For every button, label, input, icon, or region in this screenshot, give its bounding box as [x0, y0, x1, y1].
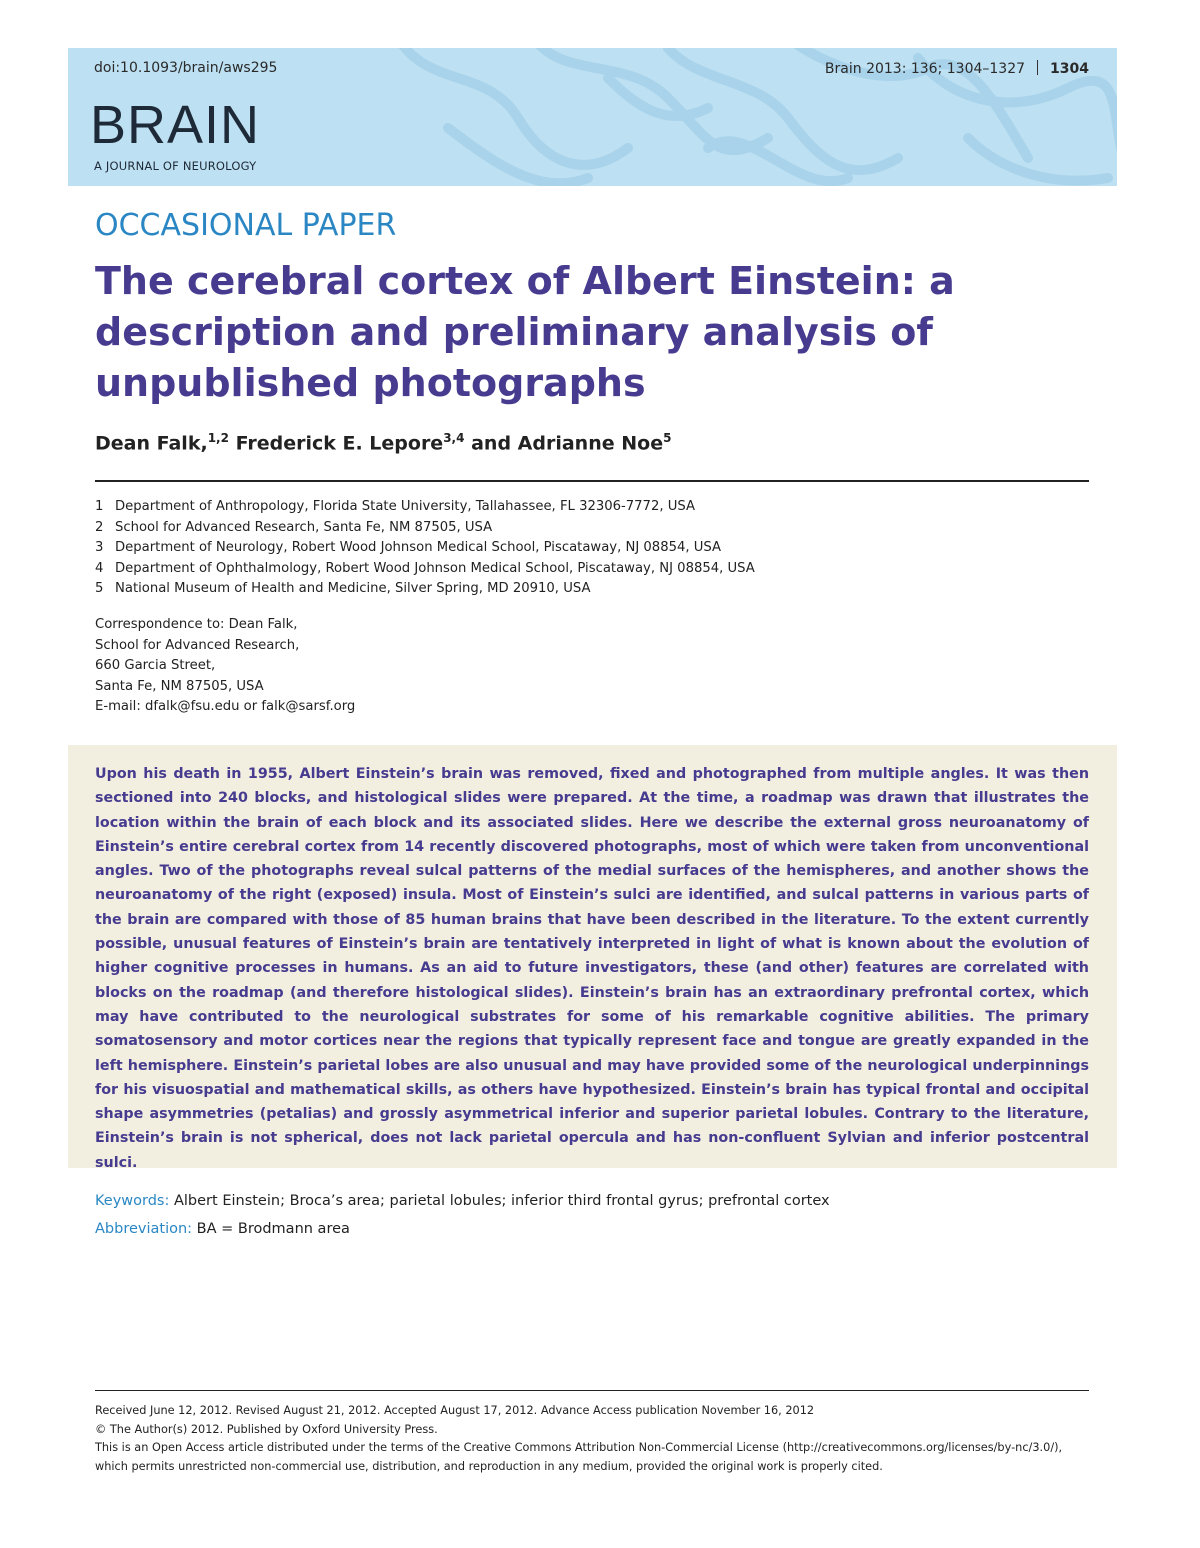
- affiliation-number: 4: [95, 560, 104, 576]
- section-label: OCCASIONAL PAPER: [95, 208, 397, 243]
- author-conjunction: and: [471, 432, 512, 455]
- abbreviation-label: Abbreviation:: [95, 1221, 193, 1237]
- correspondence-line: Santa Fe, NM 87505, USA: [95, 678, 264, 694]
- correspondence-line: School for Advanced Research,: [95, 637, 300, 653]
- keywords-label: Keywords:: [95, 1193, 170, 1209]
- affiliation-list: [95, 499, 755, 602]
- page-number: 1304: [1050, 61, 1089, 77]
- header-divider: [95, 480, 1089, 482]
- doi[interactable]: doi:10.1093/brain/aws295: [94, 60, 278, 76]
- affiliation-text: Department of Anthropology, Florida State University, Tallahassee, FL 32306-7772, USA: [115, 499, 696, 514]
- abstract-box: [68, 745, 1117, 1171]
- footer-license[interactable]: This is an Open Access article distributed under the terms of the Creative Commons Attribution Non-Commercial License (http://creativecommons.org/licenses/by-nc/3.0/),: [95, 1441, 1063, 1454]
- citation-text: Brain 2013: 136; 1304–1327: [824, 61, 1026, 77]
- author-affiliation-marker: 5: [663, 431, 672, 445]
- correspondence-email[interactable]: E-mail: dfalk@fsu.edu or falk@sarsf.org: [95, 699, 356, 715]
- footer-license-terms: which permits unrestricted non-commercial use, distribution, and reproduction in any medium, provided the original work is properly cited.: [95, 1459, 883, 1473]
- author-affiliation-marker: 1,2: [207, 431, 229, 445]
- affiliation-text: Department of Ophthalmology, Robert Wood Johnson Medical School, Piscataway, NJ 08854, USA: [115, 560, 755, 576]
- footer: [95, 1402, 1095, 1476]
- citation-divider: [1037, 60, 1038, 75]
- citation: [825, 60, 1089, 77]
- affiliation-number: 1: [95, 499, 104, 514]
- affiliation-number: 5: [95, 581, 104, 597]
- affiliation-item: [95, 581, 755, 602]
- correspondence-line: Correspondence to: Dean Falk,: [95, 617, 298, 632]
- correspondence-block: [95, 615, 355, 718]
- abstract-text: Upon his death in 1955, Albert Einstein’s brain was removed, fixed and photographed from multiple angles. It was then sectioned into 240 blocks, and histological slides were prepared. At the time, a roadmap was drawn that illustrates the location within the brain of each block and its associated slides. Here we describe the external gross neuroanatomy of Einstein’s entire cerebral cortex from 14 recently discovered photographs, most of which were taken from unconventional angles. Two of the photographs reveal sulcal patterns of the medial surfaces of the hemispheres, and another shows the neuroanatomy of the right (exposed) insula. Most of Einstein’s sulci are identified, and sulcal patterns in various parts of the brain are compared with those of 85 human brains that have been described in the literature. To the extent currently possible, unusual features of Einstein’s brain are tentatively interpreted in light of what is known about the evolution of higher cognitive processes in humans. As an aid to future investigators, these (and other) features are correlated with blocks on the roadmap (and therefore histological slides). Einstein’s brain has an extraordinary prefrontal cortex, which may have contributed to the neurological substrates for some of his remarkable cognitive abilities. The primary somatosensory and motor cortices near the regions that typically represent face and tongue are greatly expanded in the left hemisphere. Einstein’s parietal lobes are also unusual and may have provided some of the neurological underpinnings for his visuospatial and mathematical skills, as others have hypothesized. Einstein’s brain has typical frontal and occipital shape asymmetries (petalias) and grossly asymmetrical inferior and superior parietal lobules. Contrary to the literature, Einstein’s brain is not spherical, does not lack parietal opercula and has non-confluent Sylvian and inferior postcentral sulci.: [95, 766, 1089, 1171]
- affiliation-item: [95, 499, 755, 520]
- abbreviation-text: BA = Brodmann area: [196, 1221, 350, 1237]
- affiliation-text: School for Advanced Research, Santa Fe, NM 87505, USA: [115, 519, 493, 535]
- paper-title: The cerebral cortex of Albert Einstein: a description and preliminary analysis of unpublished photographs: [95, 259, 955, 405]
- keywords-text: Albert Einstein; Broca’s area; parietal lobules; inferior third frontal gyrus; prefrontal cortex: [173, 1193, 830, 1209]
- keywords: [95, 1193, 830, 1209]
- correspondence-line: 660 Garcia Street,: [95, 658, 216, 674]
- footer-copyright: © The Author(s) 2012. Published by Oxford University Press.: [95, 1422, 438, 1436]
- abbreviation: [95, 1221, 350, 1237]
- affiliation-item: [95, 561, 755, 582]
- journal-header: [68, 48, 1117, 186]
- affiliation-item: [95, 520, 755, 541]
- journal-subtitle: A JOURNAL OF NEUROLOGY: [94, 159, 257, 173]
- affiliation-text: National Museum of Health and Medicine, Silver Spring, MD 20910, USA: [115, 581, 591, 597]
- author-list: [95, 431, 671, 454]
- affiliation-text: Department of Neurology, Robert Wood Johnson Medical School, Piscataway, NJ 08854, USA: [115, 540, 722, 556]
- author-name: Dean Falk,: [95, 432, 208, 455]
- author-name: Frederick E. Lepore: [235, 432, 444, 455]
- affiliation-item: [95, 540, 755, 561]
- author-affiliation-marker: 3,4: [443, 431, 465, 445]
- journal-logo: BRAIN: [90, 95, 261, 155]
- footer-dates: Received June 12, 2012. Revised August 21, 2012. Accepted August 17, 2012. Advance Access publication November 16, 2012: [95, 1404, 815, 1417]
- affiliation-number: 3: [95, 540, 104, 556]
- footer-divider: [95, 1390, 1089, 1391]
- affiliation-number: 2: [95, 519, 104, 535]
- author-name: Adrianne Noe: [517, 432, 664, 455]
